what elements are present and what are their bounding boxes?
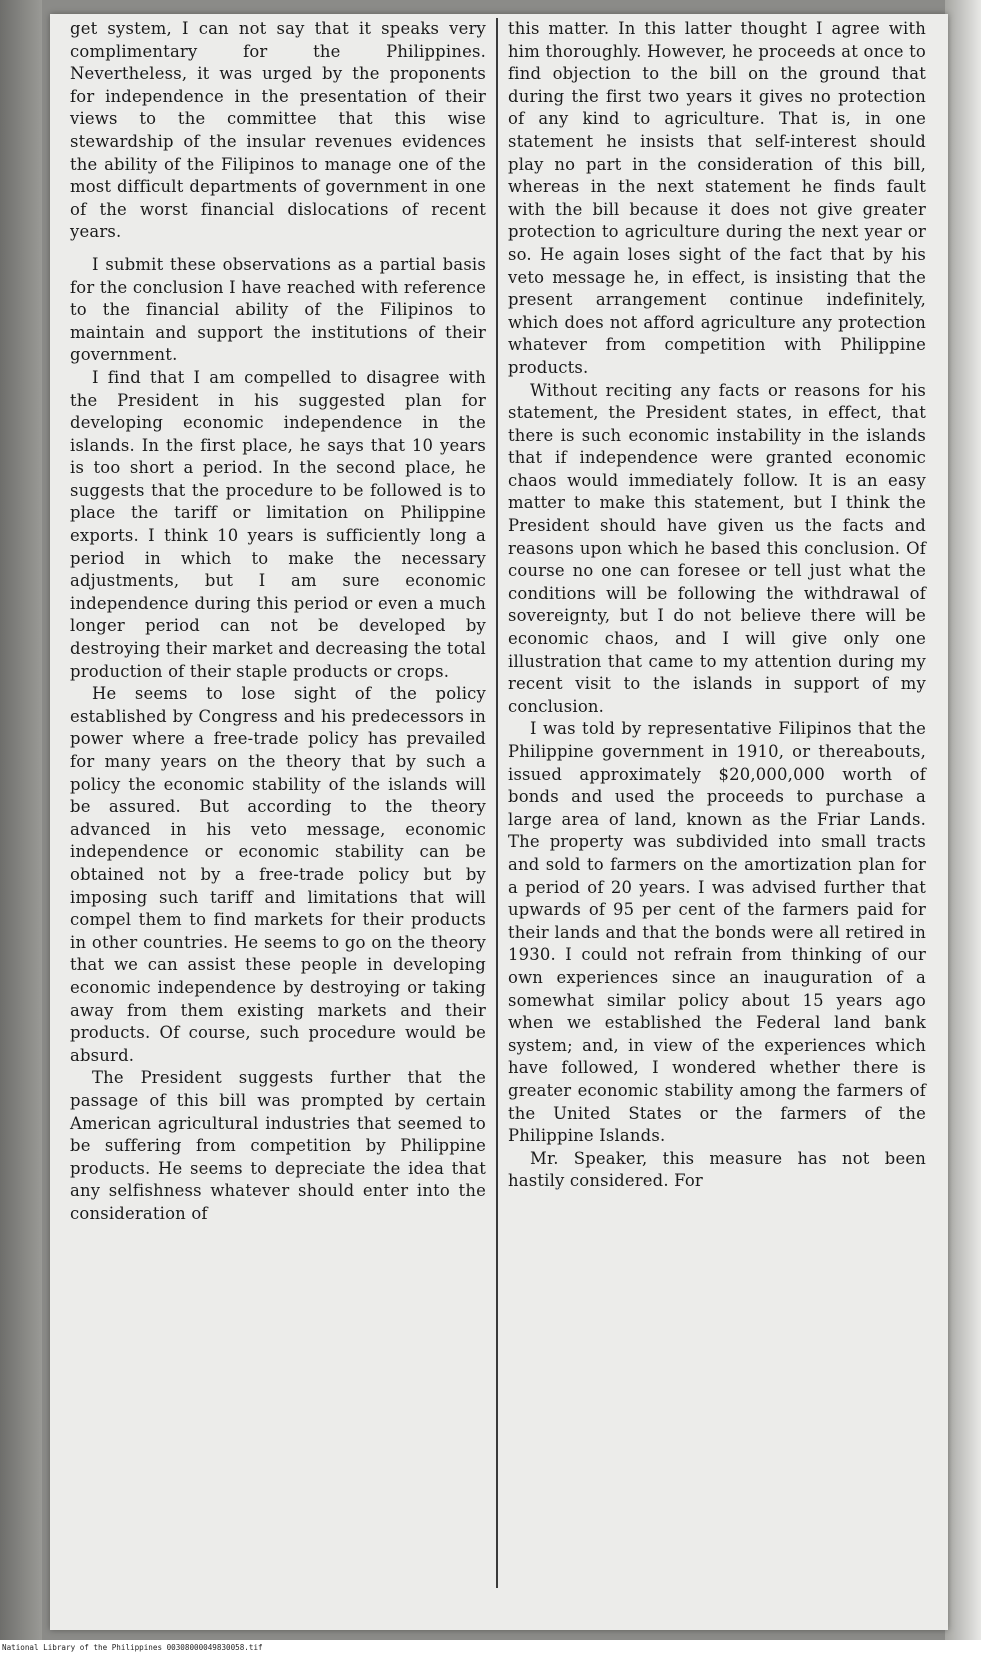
paragraph: I was told by representative Filipinos that the Philippine government in 1910, or thereabouts, issued approximately $20,000,000 worth of bonds and used the proceeds to purchase a large area of land, known as the Friar Lands. The property was subdivided into small tracts and sold to farmers on the amortization plan for a period of 20 years. I was advised further that upwards of 95 per cent of the farmers paid for their lands and that the bonds were all retired in 1930. I could not refrain from thinking of our own experiences since an inauguration of a somewhat similar policy about 15 years ago when we established the Federal land bank system; and, in view of the experiences which have followed, I wondered whether there is greater economic stability among the farmers of the United States or the farmers of the Philippine Islands. [508,719,926,1146]
left-column [64,18,498,1588]
paragraph: get system, I can not say that it speaks very complimentary for the Philippines. Nevertheless, it was urged by the proponents for independence in the presentation of their views to the committee that this wise stewardship of the insular revenues evidences the ability of the Filipinos to manage one of the most difficult departments of government in one of the worst financial dislocations of recent years. [70,19,486,242]
scan-left-edge [0,0,42,1640]
paragraph: The President suggests further that the passage of this bill was prompted by certain American agricultural industries that seemed to be suffering from competition by Philippine products. He seems to depreciate the idea that any selfishness whatever should enter into the consideration of [70,1068,486,1223]
paragraph: I find that I am compelled to disagree with the President in his suggested plan for developing economic independence in the islands. In the first place, he says that 10 years is too short a period. In the second place, he suggests that the procedure to be followed is to place the tariff or limitation on Philippine exports. I think 10 years is sufficiently long a period in which to make the necessary adjustments, but I am sure economic independence during this period or even a much longer period can not be developed by destroying their market and decreasing the total production of their staple products or crops. [70,367,486,681]
paragraph: He seems to lose sight of the policy established by Congress and his predecessors in power where a free-trade policy has prevailed for many years on the theory that by such a policy the economic stability of the islands will be assured. But according to the theory advanced in his veto message, economic independence or economic stability can be obtained not by a free-trade policy but by imposing such tariff and limitations that will compel them to find markets for their products in other countries. He seems to go on the theory that we can assist these people in developing economic independence by destroying or taking away from them existing markets and their products. Of course, such procedure would be absurd. [70,684,486,1065]
scan-right-edge [945,0,981,1640]
paragraph: I submit these observations as a partial basis for the conclusion I have reached with reference to the financial ability of the Filipinos to maintain and support the institutions of their government. [70,254,486,365]
footer-caption: National Library of the Philippines 00308000049830058.tif [2,1643,263,1652]
right-column [498,18,932,1588]
paragraph: this matter. In this latter thought I agree with him thoroughly. However, he proceeds at once to find objection to the bill on the ground that during the first two years it gives no protection of any kind to agriculture. That is, in one statement he insists that self-interest should play no part in the consideration of this bill, whereas in the next statement he finds fault with the bill because it does not give greater protection to agriculture during the next year or so. He again loses sight of the fact that by his veto message he, in effect, is insisting that the present arrangement continue indefinitely, which does not afford agriculture any protection whatever from competition with Philippine products. [508,19,926,377]
article-columns [64,18,940,1588]
paragraph: Mr. Speaker, this measure has not been hastily considered. For [508,1148,926,1191]
paragraph: Without reciting any facts or reasons for his statement, the President states, in effect, that there is such economic instability in the islands that if independence were granted economic chaos would immediately follow. It is an easy matter to make this statement, but I think the President should have given us the facts and reasons upon which he based this conclusion. Of course no one can foresee or tell just what the conditions will be following the withdrawal of sovereignty, but I do not believe there will be economic chaos, and I will give only one illustration that came to my attention during my recent visit to the islands in support of my conclusion. [508,380,926,716]
